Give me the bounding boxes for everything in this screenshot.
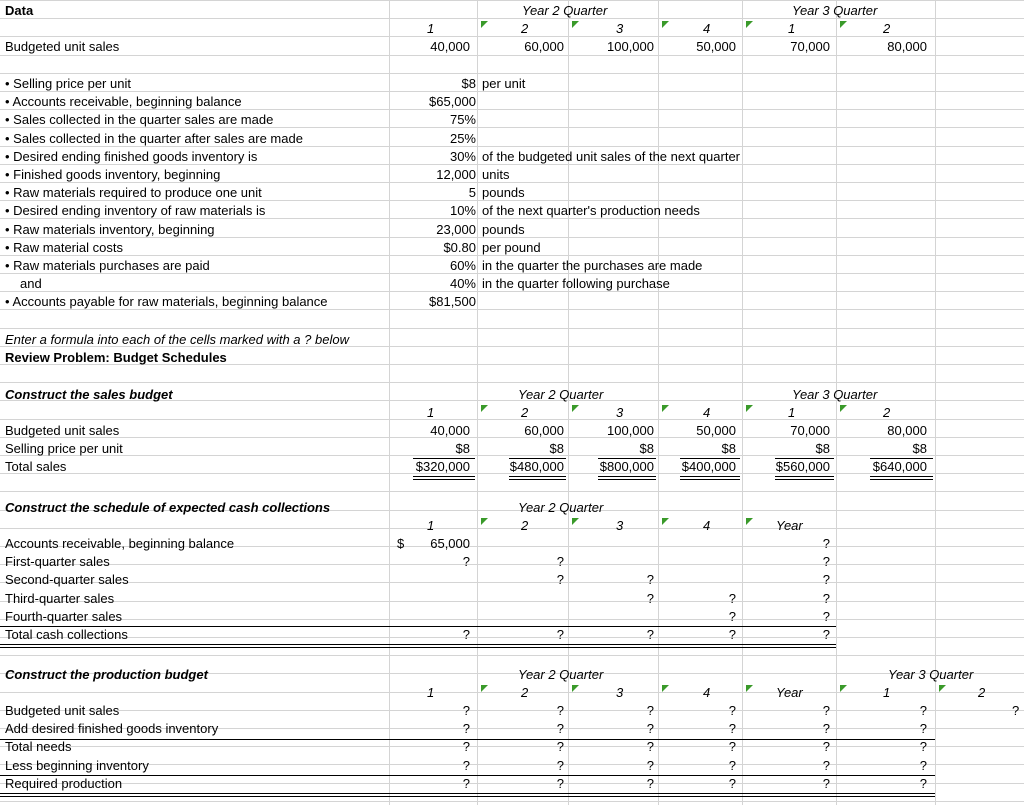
- assumption-value[interactable]: 12,000: [436, 167, 476, 182]
- data-cell[interactable]: 80,000: [887, 39, 927, 54]
- sales-row-label: Budgeted unit sales: [5, 423, 120, 438]
- formula-cell[interactable]: [658, 553, 736, 571]
- sales-row-label: Total sales: [5, 459, 67, 474]
- sales-cell[interactable]: $8: [815, 441, 830, 456]
- assumption-note: per unit: [482, 76, 526, 91]
- comment-marker: [662, 21, 669, 28]
- underline: [413, 458, 475, 459]
- production-budget-title: Construct the production budget: [5, 667, 208, 682]
- sales-cell[interactable]: 100,000: [607, 423, 654, 438]
- comment-marker: [746, 405, 753, 412]
- quarter-header: 1: [427, 405, 435, 420]
- formula-cell[interactable]: [568, 535, 654, 553]
- sales-cell[interactable]: 40,000: [430, 423, 470, 438]
- quarter-header: 4: [703, 518, 711, 533]
- assumption-note: in the quarter following purchase: [482, 276, 670, 291]
- data-cell[interactable]: 70,000: [790, 39, 830, 54]
- cash-row-label: Total cash collections: [5, 627, 128, 642]
- comment-marker: [572, 685, 579, 692]
- comment-marker: [481, 518, 488, 525]
- instruction-text: Enter a formula into each of the cells marked with a ? below: [5, 332, 349, 347]
- underline: [775, 458, 834, 459]
- gridline: [0, 382, 1024, 383]
- assumption-note: of the next quarter's production needs: [482, 203, 700, 218]
- assumption-value[interactable]: $8: [461, 76, 476, 91]
- assumption-label: • Sales collected in the quarter after sales are made: [5, 131, 303, 146]
- formula-cell[interactable]: ?: [919, 703, 927, 718]
- assumption-value[interactable]: 30%: [449, 149, 476, 164]
- comment-marker: [840, 21, 847, 28]
- gridline: [0, 528, 1024, 529]
- assumption-label: • Raw materials purchases are paid: [5, 258, 210, 273]
- formula-cell[interactable]: [658, 571, 736, 589]
- formula-cell[interactable]: ?: [822, 758, 830, 773]
- quarter-header: 2: [883, 21, 891, 36]
- formula-cell[interactable]: ?: [822, 776, 830, 791]
- sales-cell[interactable]: $560,000: [775, 459, 830, 474]
- formula-cell[interactable]: ?: [646, 627, 654, 642]
- underline: [598, 458, 656, 459]
- comment-marker: [662, 518, 669, 525]
- gridline: [0, 0, 1024, 1]
- sales-cell[interactable]: 50,000: [696, 423, 736, 438]
- formula-cell[interactable]: ?: [822, 703, 830, 718]
- comment-marker: [662, 685, 669, 692]
- data-title: Data: [5, 3, 34, 18]
- gridline: [0, 491, 1024, 492]
- quarter-header: 3: [616, 518, 624, 533]
- comment-marker: [746, 518, 753, 525]
- comment-marker: [481, 405, 488, 412]
- formula-cell[interactable]: [658, 535, 736, 553]
- year3-quarter-header: Year 3 Quarter: [888, 667, 974, 682]
- cash-row-label: Third-quarter sales: [5, 591, 115, 606]
- cash-row-label: Fourth-quarter sales: [5, 609, 123, 624]
- quarter-header: 3: [616, 21, 624, 36]
- gridline: [742, 0, 743, 805]
- assumption-label: • Desired ending finished goods inventory is: [5, 149, 258, 164]
- gridline: [0, 801, 1024, 802]
- assumption-value[interactable]: 60%: [449, 258, 476, 273]
- subtotal-rule: [0, 775, 935, 776]
- production-row-label: Less beginning inventory: [5, 758, 149, 773]
- cash-collections-title: Construct the schedule of expected cash collections: [5, 500, 331, 515]
- sales-cell[interactable]: 60,000: [524, 423, 564, 438]
- assumption-label: • Sales collected in the quarter sales are made: [5, 112, 274, 127]
- sales-cell[interactable]: $8: [639, 441, 654, 456]
- sales-cell[interactable]: $480,000: [509, 459, 564, 474]
- assumption-label: • Raw materials inventory, beginning: [5, 222, 215, 237]
- formula-cell[interactable]: ?: [646, 572, 654, 587]
- formula-cell[interactable]: ?: [646, 591, 654, 606]
- year-header: Year: [776, 518, 803, 533]
- data-cell[interactable]: 40,000: [430, 39, 470, 54]
- quarter-header: 2: [521, 21, 529, 36]
- formula-cell[interactable]: ?: [646, 739, 654, 754]
- formula-cell[interactable]: ?: [822, 627, 830, 642]
- formula-cell[interactable]: ?: [919, 776, 927, 791]
- quarter-header: 2: [521, 518, 529, 533]
- year2-quarter-header: Year 2 Quarter: [518, 387, 604, 402]
- formula-cell[interactable]: ?: [822, 591, 830, 606]
- assumption-note: in the quarter the purchases are made: [482, 258, 703, 273]
- formula-cell[interactable]: ?: [822, 609, 830, 624]
- double-underline: [870, 476, 933, 480]
- formula-cell[interactable]: ?: [728, 591, 736, 606]
- assumption-value[interactable]: $81,500: [429, 294, 476, 309]
- sales-cell[interactable]: $800,000: [599, 459, 654, 474]
- assumption-value[interactable]: 40%: [449, 276, 476, 291]
- double-underline: [775, 476, 834, 480]
- formula-cell[interactable]: ?: [646, 721, 654, 736]
- formula-cell[interactable]: ?: [822, 721, 830, 736]
- total-double-rule: [0, 793, 935, 797]
- comment-marker: [840, 405, 847, 412]
- comment-marker: [746, 21, 753, 28]
- year-header: Year: [776, 685, 803, 700]
- comment-marker: [572, 518, 579, 525]
- assumption-label: • Desired ending inventory of raw materials is: [5, 203, 266, 218]
- assumption-label: • Raw material costs: [5, 240, 123, 255]
- assumption-value[interactable]: 25%: [449, 131, 476, 146]
- quarter-header: 2: [883, 405, 891, 420]
- assumption-value[interactable]: 23,000: [436, 222, 476, 237]
- quarter-header: 2: [521, 405, 529, 420]
- cash-row-label: First-quarter sales: [5, 554, 110, 569]
- quarter-header: 4: [703, 685, 711, 700]
- formula-cell[interactable]: [477, 608, 564, 626]
- formula-cell[interactable]: [477, 535, 564, 553]
- year3-quarter-header: Year 3 Quarter: [792, 3, 878, 18]
- formula-cell[interactable]: ?: [462, 627, 470, 642]
- quarter-header: 1: [883, 685, 891, 700]
- sales-cell[interactable]: $640,000: [872, 459, 927, 474]
- assumption-value[interactable]: 5: [468, 185, 476, 200]
- gridline: [477, 0, 478, 805]
- gridline: [0, 36, 1024, 37]
- production-row-label: Total needs: [5, 739, 72, 754]
- formula-cell[interactable]: ?: [556, 758, 564, 773]
- data-cell[interactable]: 60,000: [524, 39, 564, 54]
- formula-cell[interactable]: ?: [646, 758, 654, 773]
- double-underline: [509, 476, 566, 480]
- quarter-header: 1: [788, 21, 796, 36]
- formula-cell[interactable]: ?: [556, 776, 564, 791]
- comment-marker: [481, 685, 488, 692]
- quarter-header: 1: [427, 518, 435, 533]
- gridline: [0, 692, 1024, 693]
- comment-marker: [572, 21, 579, 28]
- formula-cell[interactable]: ?: [822, 572, 830, 587]
- formula-cell[interactable]: [389, 590, 470, 608]
- formula-cell[interactable]: ?: [728, 758, 736, 773]
- quarter-header: 1: [427, 685, 435, 700]
- formula-cell[interactable]: ?: [1012, 703, 1020, 718]
- formula-cell[interactable]: ?: [646, 776, 654, 791]
- quarter-header: 2: [978, 685, 986, 700]
- sales-cell[interactable]: 80,000: [887, 423, 927, 438]
- production-row-label: Budgeted unit sales: [5, 703, 120, 718]
- total-rule: [0, 626, 836, 627]
- formula-cell[interactable]: ?: [822, 739, 830, 754]
- comment-marker: [746, 685, 753, 692]
- gridline: [0, 419, 1024, 420]
- underline: [509, 458, 566, 459]
- formula-cell[interactable]: ?: [728, 609, 736, 624]
- sales-row-label: Selling price per unit: [5, 441, 123, 456]
- formula-cell[interactable]: ?: [556, 739, 564, 754]
- formula-cell[interactable]: ?: [728, 739, 736, 754]
- assumption-value[interactable]: $65,000: [429, 94, 476, 109]
- double-underline: [680, 476, 740, 480]
- subtotal-rule: [0, 739, 935, 740]
- gridline: [658, 0, 659, 805]
- formula-cell[interactable]: ?: [462, 776, 470, 791]
- underline: [680, 458, 740, 459]
- year2-quarter-header: Year 2 Quarter: [522, 3, 608, 18]
- comment-marker: [662, 405, 669, 412]
- formula-cell[interactable]: ?: [822, 536, 830, 551]
- formula-cell[interactable]: ?: [462, 739, 470, 754]
- cash-row-label: Accounts receivable, beginning balance: [5, 536, 235, 551]
- formula-cell[interactable]: [568, 553, 654, 571]
- gridline: [0, 328, 1024, 329]
- data-cell[interactable]: 100,000: [607, 39, 654, 54]
- quarter-header: 2: [521, 685, 529, 700]
- year2-quarter-header: Year 2 Quarter: [518, 667, 604, 682]
- cash-row-label: Second-quarter sales: [5, 572, 129, 587]
- formula-cell[interactable]: ?: [462, 758, 470, 773]
- assumption-label: • Finished goods inventory, beginning: [5, 167, 221, 182]
- double-underline: [413, 476, 475, 480]
- assumption-value[interactable]: 75%: [449, 112, 476, 127]
- year2-quarter-header: Year 2 Quarter: [518, 500, 604, 515]
- formula-cell[interactable]: ?: [919, 721, 927, 736]
- comment-marker: [840, 685, 847, 692]
- formula-cell[interactable]: ?: [556, 627, 564, 642]
- comment-marker: [572, 405, 579, 412]
- formula-cell[interactable]: [477, 590, 564, 608]
- sales-cell[interactable]: $400,000: [681, 459, 736, 474]
- assumption-note: pounds: [482, 185, 525, 200]
- gridline: [0, 655, 1024, 656]
- sales-cell[interactable]: 70,000: [790, 423, 830, 438]
- formula-cell[interactable]: ?: [919, 739, 927, 754]
- formula-cell[interactable]: ?: [462, 721, 470, 736]
- underline: [870, 458, 933, 459]
- formula-cell[interactable]: ?: [728, 703, 736, 718]
- assumption-note: of the budgeted unit sales of the next quarter: [482, 149, 741, 164]
- formula-cell[interactable]: ?: [556, 554, 564, 569]
- production-row-label: Required production: [5, 776, 123, 791]
- formula-cell[interactable]: ?: [728, 627, 736, 642]
- quarter-header: 4: [703, 405, 711, 420]
- formula-cell[interactable]: [389, 608, 470, 626]
- gridline: [935, 0, 936, 805]
- quarter-header: 3: [616, 405, 624, 420]
- sales-budget-title: Construct the sales budget: [5, 387, 173, 402]
- formula-cell[interactable]: [568, 608, 654, 626]
- formula-cell[interactable]: ?: [556, 721, 564, 736]
- assumption-note: pounds: [482, 222, 525, 237]
- production-row-label: Add desired finished goods inventory: [5, 721, 219, 736]
- sales-cell[interactable]: $8: [549, 441, 564, 456]
- review-problem-title: Review Problem: Budget Schedules: [5, 350, 227, 365]
- formula-cell[interactable]: ?: [919, 758, 927, 773]
- formula-cell[interactable]: [389, 571, 470, 589]
- formula-cell[interactable]: ?: [822, 554, 830, 569]
- comment-marker: [939, 685, 946, 692]
- formula-cell[interactable]: ?: [646, 703, 654, 718]
- assumption-label: • Accounts receivable, beginning balance: [5, 94, 242, 109]
- quarter-header: 3: [616, 685, 624, 700]
- assumption-value[interactable]: 10%: [449, 203, 476, 218]
- formula-cell[interactable]: ?: [462, 703, 470, 718]
- sales-cell[interactable]: $8: [912, 441, 927, 456]
- dollar-sign: $: [397, 536, 405, 551]
- year3-quarter-header: Year 3 Quarter: [792, 387, 878, 402]
- data-cell[interactable]: 50,000: [696, 39, 736, 54]
- formula-cell[interactable]: ?: [556, 572, 564, 587]
- double-underline: [598, 476, 656, 480]
- assumption-label: • Selling price per unit: [5, 76, 131, 91]
- assumption-value[interactable]: $0.80: [443, 240, 476, 255]
- assumption-note: per pound: [482, 240, 541, 255]
- formula-cell[interactable]: ?: [462, 554, 470, 569]
- sales-cell[interactable]: $8: [721, 441, 736, 456]
- assumption-label: and: [20, 276, 42, 291]
- comment-marker: [481, 21, 488, 28]
- gridline: [0, 73, 1024, 74]
- formula-cell[interactable]: ?: [728, 776, 736, 791]
- budgeted-unit-sales-label: Budgeted unit sales: [5, 39, 120, 54]
- sales-cell[interactable]: $8: [455, 441, 470, 456]
- quarter-header: 4: [703, 21, 711, 36]
- assumption-note: units: [482, 167, 510, 182]
- assumption-label: • Raw materials required to produce one unit: [5, 185, 262, 200]
- formula-cell[interactable]: 65,000: [430, 536, 470, 551]
- quarter-header: 1: [788, 405, 796, 420]
- total-double-rule: [0, 644, 836, 648]
- quarter-header: 1: [427, 21, 435, 36]
- formula-cell[interactable]: ?: [556, 703, 564, 718]
- sales-cell[interactable]: $320,000: [415, 459, 470, 474]
- formula-cell[interactable]: ?: [728, 721, 736, 736]
- assumption-label: • Accounts payable for raw materials, beginning balance: [5, 294, 328, 309]
